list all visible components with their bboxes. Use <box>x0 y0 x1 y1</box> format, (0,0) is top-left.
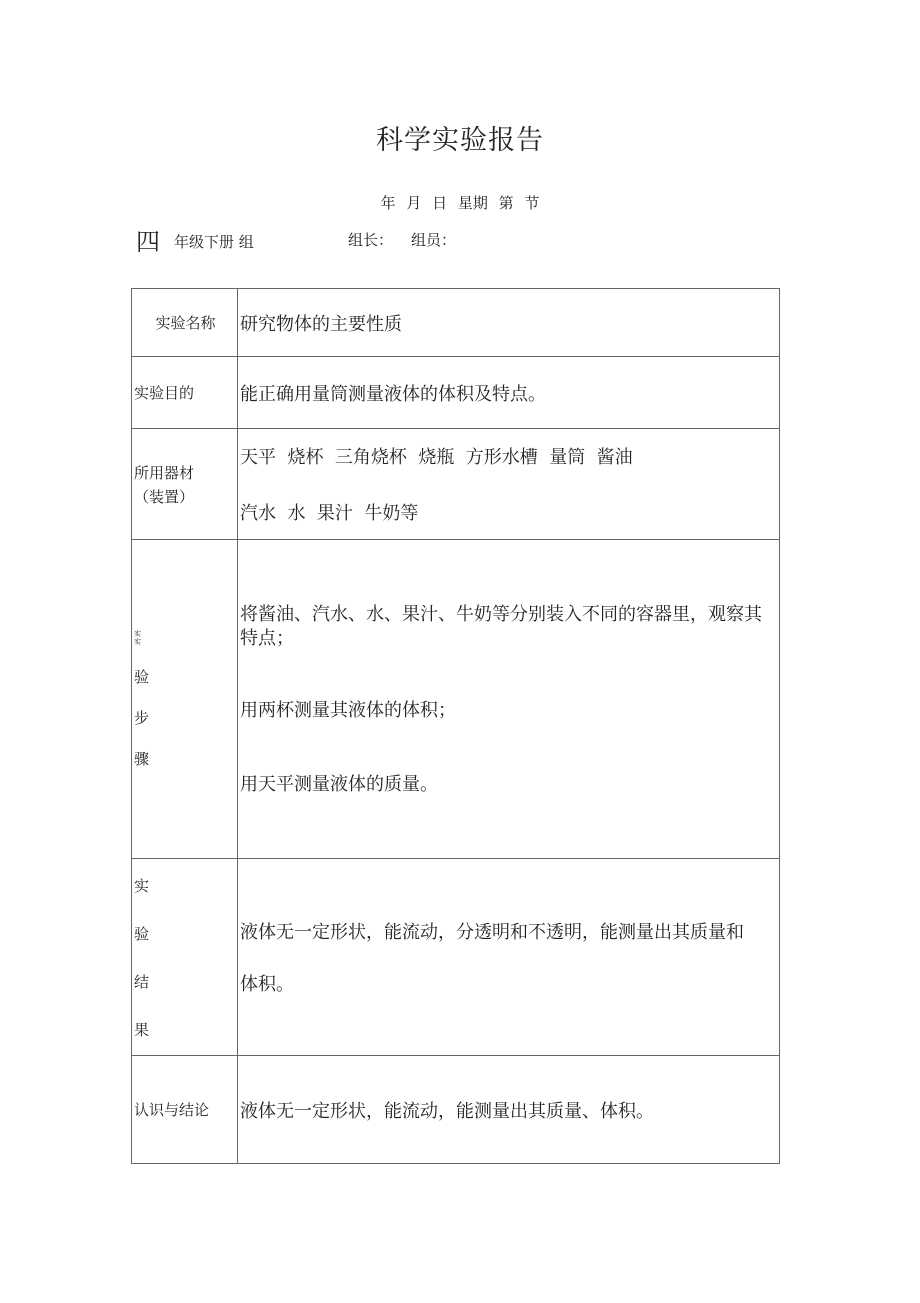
step-2: 用两杯测量其液体的体积； <box>240 699 456 721</box>
label-steps-tiny1: 实 <box>134 629 141 638</box>
label-experiment-purpose: 实验目的 <box>132 357 238 429</box>
result-line1: 液体无一定形状，能流动，分透明和不透明，能测量出其质量和 <box>240 922 744 943</box>
step-3: 用天平测量液体的质量。 <box>240 773 438 795</box>
row-steps <box>132 540 780 859</box>
label-result-char: 实 <box>134 876 150 895</box>
label-equipment-line1: 所用器材 <box>134 463 195 482</box>
label-result <box>132 859 238 1056</box>
equipment-line1: 天平 烧杯 三角烧杯 烧瓶 方形水槽 量筒 酱油 <box>240 447 633 468</box>
label-steps-char: 步 <box>134 708 150 727</box>
grade-text: 年级下册 组 <box>174 233 254 251</box>
row-experiment-name <box>132 289 780 357</box>
label-steps-char: 骤 <box>134 749 150 768</box>
report-table <box>131 288 780 1164</box>
group-roles <box>348 229 456 250</box>
value-conclusion: 液体无一定形状，能流动，能测量出其质量、体积。 <box>238 1056 780 1164</box>
value-steps <box>238 540 780 859</box>
result-line2: 体积。 <box>240 974 294 995</box>
report-title: 科学实验报告 <box>376 125 544 156</box>
row-conclusion <box>132 1056 780 1164</box>
label-result-char: 结 <box>134 972 150 991</box>
date-line: 年 月 日 星期 第 节 <box>380 194 540 212</box>
equipment-line2: 汽水 水 果汁 牛奶等 <box>240 503 419 524</box>
label-steps <box>132 540 238 859</box>
grade-number: 四 <box>136 228 160 256</box>
value-experiment-name: 研究物体的主要性质 <box>238 289 780 357</box>
label-equipment-line2: （装置） <box>134 487 195 506</box>
value-equipment <box>238 429 780 540</box>
label-steps-char: 验 <box>134 667 150 686</box>
group-members-label: 组员： <box>411 231 457 249</box>
label-experiment-name: 实验名称 <box>132 289 238 357</box>
label-result-char: 果 <box>134 1020 150 1039</box>
label-result-char: 验 <box>134 924 150 943</box>
value-result <box>238 859 780 1056</box>
label-equipment <box>132 429 238 540</box>
row-experiment-purpose <box>132 357 780 429</box>
label-steps-tiny2: 实 <box>134 637 141 646</box>
group-leader-label: 组长： <box>348 231 394 249</box>
label-conclusion: 认识与结论 <box>132 1056 238 1164</box>
value-experiment-purpose: 能正确用量筒测量液体的体积及特点。 <box>238 357 780 429</box>
row-equipment <box>132 429 780 540</box>
row-result <box>132 859 780 1056</box>
grade-line <box>136 222 457 257</box>
step-1: 将酱油、汽水、水、果汁、牛奶等分别装入不同的容器里，观察其特点； <box>240 603 762 649</box>
